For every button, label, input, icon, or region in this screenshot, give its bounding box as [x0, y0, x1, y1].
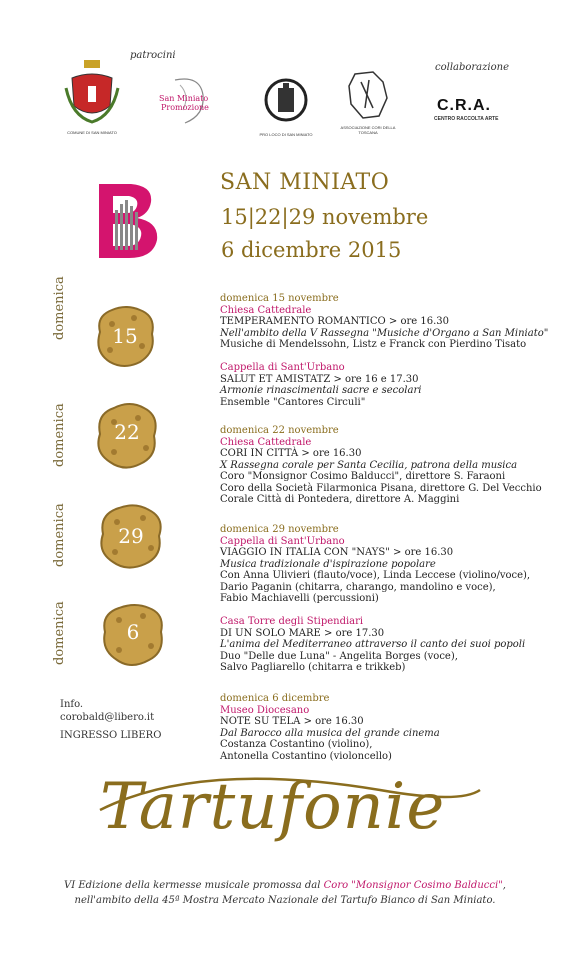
event-performers: Salvo Pagliarello (chitarra e trikkeb) [220, 662, 406, 673]
domenica-label: domenica [52, 403, 67, 467]
svg-text:San Miniato: San Miniato [159, 94, 209, 103]
domenica-label: domenica [52, 503, 67, 567]
event-performers: Coro "Monsignor Cosimo Balducci", direttore S. Faraoni [220, 471, 506, 482]
tuscany-map-icon [343, 68, 393, 123]
footer-line-2: nell'ambito della 45ª Mostra Mercato Nazionale del Tartufo Bianco di San Miniato. [74, 895, 496, 906]
ingresso-libero: INGRESSO LIBERO [60, 730, 162, 741]
logo-caption: ASSOCIAZIONE CORI DELLA TOSCANA [340, 125, 396, 135]
truffle-date-badge [90, 302, 160, 370]
footer-line-1 [30, 880, 540, 891]
event-description: L'anima del Mediterraneo attraverso il canto dei suoi popoli [220, 639, 526, 650]
event-title: TEMPERAMENTO ROMANTICO > ore 16.30 [220, 316, 449, 327]
pro-loco-icon [261, 75, 311, 125]
event-venue: Cappella di Sant'Urbano [220, 362, 345, 373]
event-performers: Coro della Società Filarmonica Pisana, direttore G. Del Vecchio [220, 482, 542, 494]
domenica-label: domenica [52, 276, 67, 340]
truffle-date-badge [95, 502, 167, 572]
b-organ-icon [95, 180, 165, 262]
event-block [220, 693, 440, 762]
event-venue: Chiesa Cattedrale [220, 436, 312, 448]
logo-cori [338, 68, 398, 140]
event-venue: Museo Diocesano [220, 704, 310, 716]
event-performers: Con Anna Ulivieri (flauto/voce), Linda Leccese (violino/voce), [220, 570, 531, 581]
event-performers: Ensemble "Cantores Circuli" [220, 396, 366, 408]
truffle-number: 15 [112, 324, 138, 348]
logo-comune [62, 58, 122, 138]
logo-pro-loco [256, 75, 316, 140]
cra-caption: CENTRO RACCOLTA ARTE [434, 116, 499, 122]
event-date: domenica 22 novembre [220, 425, 339, 436]
event-date: domenica 29 novembre [220, 524, 339, 535]
truffle-number: 6 [126, 620, 140, 644]
logo-promozione [155, 75, 225, 130]
footer-text: VI Edizione della kermesse musicale promossa dal [64, 880, 324, 891]
event-performers: Musiche di Mendelssohn, Listz e Franck con Pierdino Tisato [220, 339, 527, 350]
event-title: SALUT ET AMISTATZ > ore 16 e 17.30 [220, 373, 419, 385]
event-block [220, 362, 421, 408]
event-block [220, 616, 525, 674]
event-date: domenica 6 dicembre [220, 693, 330, 704]
logo-caption: COMUNE DI SAN MINIATO [67, 130, 117, 135]
event-block [220, 293, 548, 351]
logo-caption: PRO LOCO DI SAN MINIATO [259, 132, 313, 137]
event-title: VIAGGIO IN ITALIA CON "NAYS" > ore 16.30 [220, 547, 454, 558]
event-performers: Corale Città di Pontedera, direttore A. Maggini [220, 494, 460, 505]
event-date: domenica 15 novembre [220, 293, 339, 304]
event-description: X Rassegna corale per Santa Cecilia, patrona della musica [220, 459, 518, 471]
event-venue: Chiesa Cattedrale [220, 304, 312, 316]
footer-coro: Coro "Monsignor Cosimo Balducci" [323, 880, 503, 891]
footer-comma: , [502, 880, 506, 891]
info-email[interactable]: corobald@libero.it [60, 712, 155, 723]
balducci-b-logo [95, 180, 165, 266]
truffle-number: 29 [118, 524, 144, 548]
dates-title: 15|22|29 novembre [221, 205, 429, 229]
event-performers: Costanza Costantino (violino), [220, 739, 373, 750]
event-performers: Fabio Machiavelli (percussioni) [220, 593, 379, 604]
event-description: Musica tradizionale d'ispirazione popolare [220, 558, 436, 570]
event-block [220, 524, 530, 605]
event-description: Armonie rinascimentali sacre e secolari [220, 385, 422, 396]
domenica-label: domenica [52, 601, 67, 665]
info-label: Info. [60, 699, 84, 710]
svg-text:Promozione: Promozione [161, 103, 209, 112]
event-block [220, 425, 542, 506]
patrocini-label: patrocini [130, 50, 176, 61]
event-venue: Cappella di Sant'Urbano [220, 535, 345, 547]
city-title: SAN MINIATO [220, 170, 390, 195]
truffle-date-badge [92, 400, 162, 472]
event-title: DI UN SOLO MARE > ore 17.30 [220, 627, 385, 639]
event-title: NOTE SU TELA > ore 16.30 [220, 716, 364, 727]
collaborazione-label: collaborazione [435, 62, 509, 73]
truffle-date-badge [97, 600, 169, 670]
truffle-number: 22 [114, 420, 140, 444]
event-performers: Antonella Costantino (violoncello) [220, 750, 392, 762]
event-description: Dal Barocco alla musica del grande cinema [220, 727, 440, 739]
dates-title-2: 6 dicembre 2015 [221, 238, 402, 262]
event-title: CORI IN CITTÀ > ore 16.30 [220, 448, 362, 459]
coat-of-arms-icon [62, 58, 122, 128]
promozione-icon [155, 75, 225, 125]
event-performers: Dario Paganin (chitarra, charango, mandolino e voce), [220, 581, 496, 593]
event-description: Nell'ambito della V Rassegna "Musiche d'Organo a San Miniato" [220, 327, 549, 339]
cra-logo: C.R.A. [437, 97, 491, 114]
brand-title: Tartufonie [100, 770, 446, 844]
event-venue: Casa Torre degli Stipendiari [220, 616, 364, 627]
event-performers: Duo "Delle due Luna" - Angelita Borges (voce), [220, 650, 458, 662]
